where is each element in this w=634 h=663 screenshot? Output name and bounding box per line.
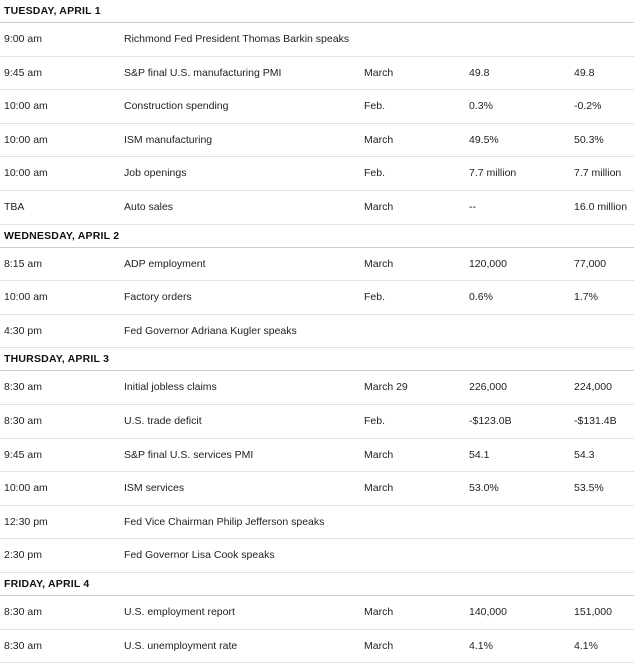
- event-report: Fed Governor Adriana Kugler speaks: [120, 314, 360, 348]
- event-previous: 224,000: [570, 371, 634, 405]
- event-time: TBA: [0, 190, 120, 224]
- event-report: ISM manufacturing: [120, 123, 360, 157]
- event-report: Construction spending: [120, 90, 360, 124]
- event-report: U.S. employment report: [120, 595, 360, 629]
- event-report: ADP employment: [120, 247, 360, 281]
- day-header-row: [0, 0, 634, 23]
- table-row: [0, 438, 634, 472]
- event-report: U.S. trade deficit: [120, 404, 360, 438]
- event-report: Richmond Fed President Thomas Barkin speaks: [120, 23, 360, 57]
- event-time: 8:15 am: [0, 247, 120, 281]
- table-row: [0, 314, 634, 348]
- event-report: ISM services: [120, 472, 360, 506]
- event-actual: 7.7 million: [465, 157, 570, 191]
- event-previous: 54.3: [570, 438, 634, 472]
- table-row: [0, 505, 634, 539]
- event-report: Initial jobless claims: [120, 371, 360, 405]
- event-actual: [465, 314, 570, 348]
- event-time: 8:30 am: [0, 371, 120, 405]
- event-previous: 4.1%: [570, 629, 634, 663]
- event-period: March: [360, 247, 465, 281]
- event-actual: 120,000: [465, 247, 570, 281]
- table-row: [0, 404, 634, 438]
- table-row: [0, 281, 634, 315]
- table-row: [0, 56, 634, 90]
- event-previous: 1.7%: [570, 281, 634, 315]
- event-period: March: [360, 438, 465, 472]
- event-previous: 7.7 million: [570, 157, 634, 191]
- event-period: March: [360, 190, 465, 224]
- event-actual: 4.1%: [465, 629, 570, 663]
- event-period: March: [360, 56, 465, 90]
- table-row: [0, 247, 634, 281]
- day-header-row: [0, 224, 634, 247]
- day-header-label: FRIDAY, APRIL 4: [0, 572, 634, 595]
- event-time: 8:30 am: [0, 595, 120, 629]
- event-period: Feb.: [360, 157, 465, 191]
- event-previous: 151,000: [570, 595, 634, 629]
- event-time: 9:45 am: [0, 56, 120, 90]
- event-period: March: [360, 472, 465, 506]
- event-time: 4:30 pm: [0, 314, 120, 348]
- event-report: U.S. unemployment rate: [120, 629, 360, 663]
- event-time: 8:30 am: [0, 629, 120, 663]
- event-previous: [570, 23, 634, 57]
- event-period: [360, 314, 465, 348]
- table-row: [0, 595, 634, 629]
- table-row: [0, 23, 634, 57]
- event-period: Feb.: [360, 281, 465, 315]
- event-actual: 54.1: [465, 438, 570, 472]
- event-period: Feb.: [360, 404, 465, 438]
- event-previous: 50.3%: [570, 123, 634, 157]
- event-actual: 140,000: [465, 595, 570, 629]
- event-time: 10:00 am: [0, 281, 120, 315]
- event-period: [360, 23, 465, 57]
- event-report: Auto sales: [120, 190, 360, 224]
- event-actual: 49.8: [465, 56, 570, 90]
- event-time: 10:00 am: [0, 123, 120, 157]
- day-header-label: TUESDAY, APRIL 1: [0, 0, 634, 23]
- event-actual: [465, 23, 570, 57]
- event-report: Job openings: [120, 157, 360, 191]
- table-row: [0, 472, 634, 506]
- event-report: Factory orders: [120, 281, 360, 315]
- event-time: 2:30 pm: [0, 539, 120, 573]
- table-row: [0, 371, 634, 405]
- event-period: March: [360, 123, 465, 157]
- event-period: Feb.: [360, 90, 465, 124]
- event-previous: -$131.4B: [570, 404, 634, 438]
- event-time: 10:00 am: [0, 90, 120, 124]
- event-report: S&P final U.S. manufacturing PMI: [120, 56, 360, 90]
- event-period: [360, 505, 465, 539]
- event-actual: --: [465, 190, 570, 224]
- event-actual: [465, 505, 570, 539]
- event-actual: 53.0%: [465, 472, 570, 506]
- event-report: S&P final U.S. services PMI: [120, 438, 360, 472]
- event-period: March: [360, 629, 465, 663]
- event-previous: 16.0 million: [570, 190, 634, 224]
- event-actual: 0.3%: [465, 90, 570, 124]
- event-time: 10:00 am: [0, 157, 120, 191]
- event-previous: -0.2%: [570, 90, 634, 124]
- day-header-label: WEDNESDAY, APRIL 2: [0, 224, 634, 247]
- event-actual: 49.5%: [465, 123, 570, 157]
- table-row: [0, 539, 634, 573]
- table-row: [0, 123, 634, 157]
- event-period: March 29: [360, 371, 465, 405]
- event-previous: 77,000: [570, 247, 634, 281]
- day-header-label: THURSDAY, APRIL 3: [0, 348, 634, 371]
- event-actual: [465, 539, 570, 573]
- event-previous: 53.5%: [570, 472, 634, 506]
- table-row: [0, 157, 634, 191]
- event-actual: 0.6%: [465, 281, 570, 315]
- event-previous: [570, 539, 634, 573]
- event-period: [360, 539, 465, 573]
- event-previous: [570, 314, 634, 348]
- event-period: March: [360, 595, 465, 629]
- table-row: [0, 629, 634, 663]
- event-time: 8:30 am: [0, 404, 120, 438]
- event-actual: 226,000: [465, 371, 570, 405]
- day-header-row: [0, 348, 634, 371]
- event-time: 12:30 pm: [0, 505, 120, 539]
- event-actual: -$123.0B: [465, 404, 570, 438]
- event-previous: 49.8: [570, 56, 634, 90]
- event-previous: [570, 505, 634, 539]
- table-row: [0, 90, 634, 124]
- event-time: 10:00 am: [0, 472, 120, 506]
- table-row: [0, 190, 634, 224]
- event-time: 9:00 am: [0, 23, 120, 57]
- day-header-row: [0, 572, 634, 595]
- event-report: Fed Governor Lisa Cook speaks: [120, 539, 360, 573]
- event-report: Fed Vice Chairman Philip Jefferson speaks: [120, 505, 360, 539]
- event-time: 9:45 am: [0, 438, 120, 472]
